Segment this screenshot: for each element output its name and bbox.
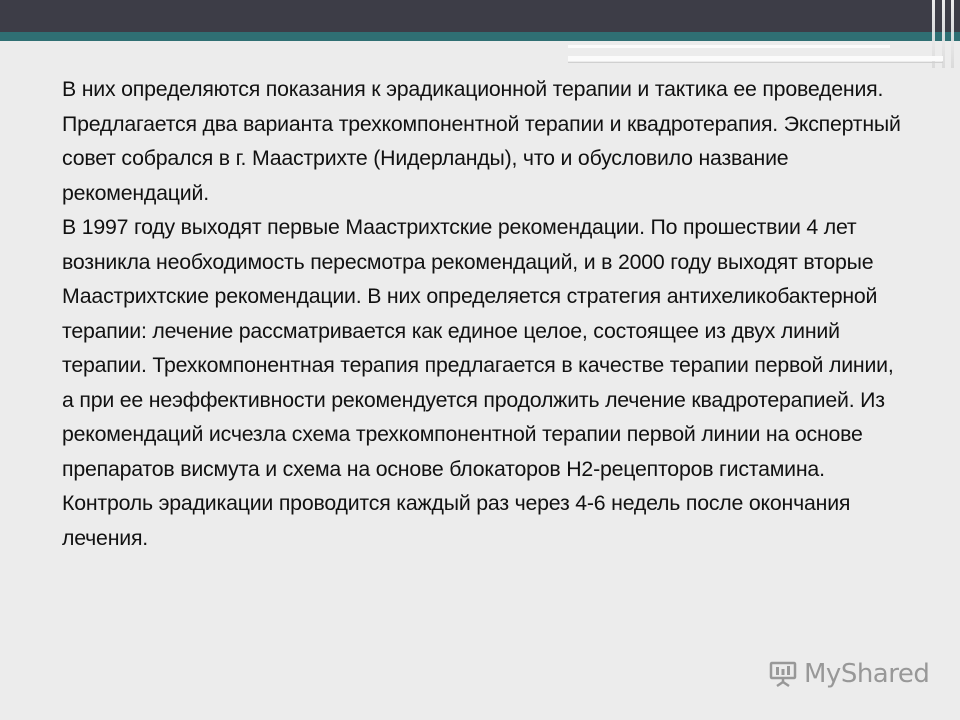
decorative-line [568,56,943,61]
watermark-text: MyShared [804,659,930,689]
decorative-line [568,62,943,63]
accent-stripe [0,32,960,41]
paragraph: В 1997 году выходят первые Маастрихтские рекомендации. По прошествии 4 лет возникла необходимость пересмотра рекомендаций, и в 2000 году выходят вторые Маастрихтские рекомендации. В них определяется стратегия антихеликобактерной терапии: лечение рассматривается как единое целое, состоящее из двух линий терапии. Трехкомпонентная терапия предлагается в качестве терапии первой линии, а при ее неэффективности рекомендуется продолжить лечение квадротерапией. Из рекомендаций исчезла схема трехкомпонентной терапии первой линии на основе препаратов висмута и схема на основе блокаторов Н2-рецепторов гистамина. Контроль эрадикации проводится каждый раз через 4-6 недель после окончания лечения. [62,215,894,550]
presentation-board-icon [768,659,798,689]
watermark [768,656,929,692]
slide-body-text [62,72,902,555]
header-bar [0,0,960,32]
paragraph: В них определяются показания к эрадикационной терапии и тактика ее проведения. Предлагается два варианта трехкомпонентной терапии и квадротерапия. Экспертный совет собрался в г. Маастрихте (Нидерланды), что и обусловило название рекомендаций. [62,77,901,205]
edge-line [951,0,954,68]
decorative-line [568,45,890,48]
